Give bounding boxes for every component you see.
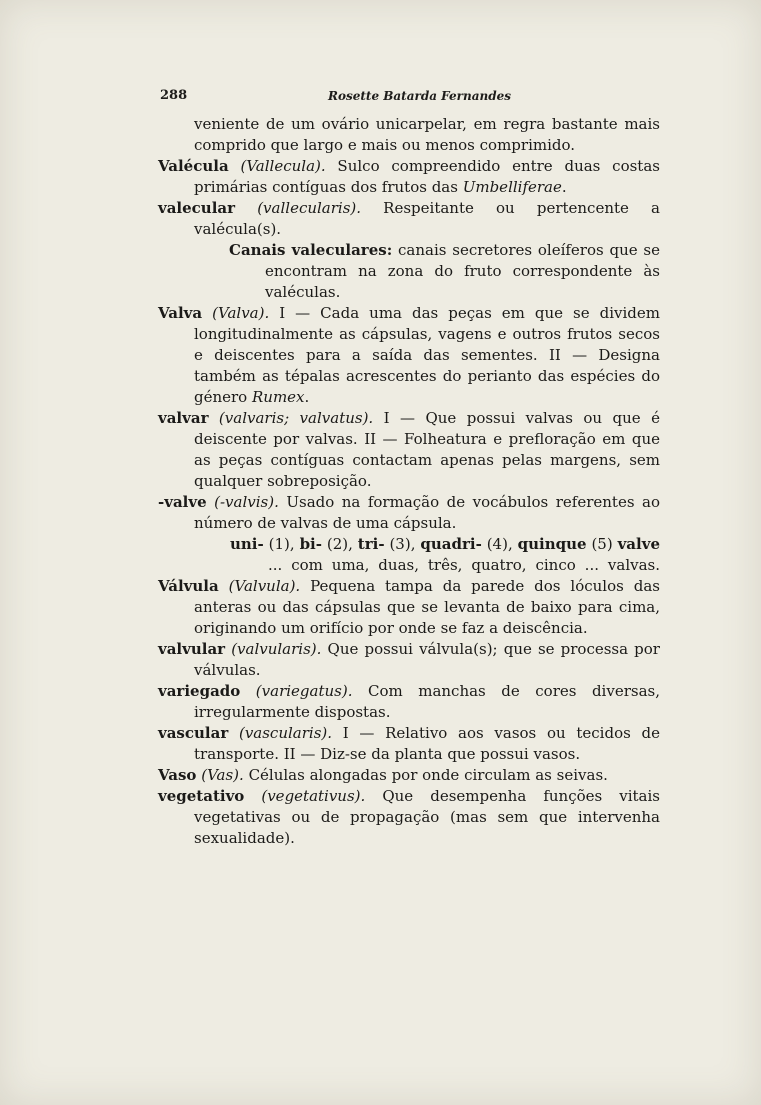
- page-number: 288: [160, 88, 188, 103]
- entry-text: I — Relativo aos vasos ou tecidos de transporte. II — Diz-se da planta que possui vasos.: [194, 724, 660, 763]
- entry-text: canais secretores oleíferos que se encontram na zona do fruto correspondente às valéculas.: [265, 241, 660, 301]
- prefix-tri: tri-: [357, 535, 385, 553]
- entry-valecula: [158, 156, 660, 198]
- entry-term: vegetativo: [158, 787, 245, 805]
- entry-latin: (valvaris; valvatus).: [218, 409, 374, 427]
- entry-term: valvar: [158, 409, 209, 427]
- entry-text: Pequena tampa da parede dos lóculos das anteras ou das cápsulas que se levanta de baixo para cima, originando um orifício por onde se faz a deiscência.: [194, 577, 660, 637]
- suffix-valve: valve: [617, 535, 660, 553]
- entry-term: vascular: [158, 724, 229, 742]
- entry-term: Vaso: [158, 766, 197, 784]
- prefix-uni: uni-: [230, 535, 264, 553]
- count-3: (3),: [384, 535, 421, 553]
- prefix-quinque: quinque: [517, 535, 587, 553]
- entry-term: Canais valeculares:: [229, 241, 393, 259]
- entry-valvular: [158, 639, 660, 681]
- entry-term: Válvula: [158, 577, 219, 595]
- entry-text: veniente de um ovário unicarpelar, em regra bastante mais comprido que largo e mais ou menos comprimido.: [194, 115, 660, 154]
- entry-text: Respeitante ou pertencente a valécula(s).: [194, 199, 660, 238]
- entry-term: Valva: [158, 304, 203, 322]
- entry-text: ... com uma, duas, três, quatro, cinco ... valvas.: [268, 556, 660, 574]
- entry-term: variegado: [158, 682, 241, 700]
- count-1: (1),: [263, 535, 300, 553]
- entry-text-end: .: [561, 178, 567, 196]
- entry-latin: (vegetativus).: [261, 787, 366, 805]
- entry-valve: [158, 492, 660, 534]
- entry-text: Sulco compreendido entre duas costas primárias contíguas dos frutos das: [194, 157, 660, 196]
- count-2: (2),: [321, 535, 358, 553]
- entry-latin: (vallecularis).: [257, 199, 362, 217]
- entry-term: valecular: [158, 199, 236, 217]
- entry-latin: (Vas).: [201, 766, 244, 784]
- entry-valvula: [158, 576, 660, 639]
- prefix-bi: bi-: [299, 535, 322, 553]
- running-head: Rosette Batarda Fernandes: [328, 89, 511, 103]
- entry-text: I — Cada uma das peças em que se dividem longitudinalmente as cápsulas, vagens e outros frutos secos e deiscentes para a saída das sementes. II — Designa também as tépalas acrescentes do perianto das espécies do género: [194, 304, 660, 406]
- entry-valecular: [158, 198, 660, 240]
- entry-latin: (Vallecula).: [240, 157, 326, 175]
- entry-continuation: [158, 114, 660, 156]
- entry-valvar: [158, 408, 660, 492]
- entry-text-end: .: [304, 388, 310, 406]
- entry-text: Que desempenha funções vitais vegetativas ou de propagação (mas sem que intervenha sexualidade).: [194, 787, 660, 847]
- entry-taxon: Umbelliferae: [462, 178, 562, 196]
- entry-text: Que possui válvula(s); que se processa por válvulas.: [194, 640, 660, 679]
- entry-vaso: [158, 765, 660, 786]
- entry-text: Células alongadas por onde circulam as seivas.: [243, 766, 608, 784]
- count-5: (5): [586, 535, 618, 553]
- entry-latin: (-valvis).: [214, 493, 279, 511]
- entry-valva: [158, 303, 660, 408]
- entry-canais-valeculares: [158, 240, 660, 303]
- entry-term: Valécula: [158, 157, 229, 175]
- glossary-text: [158, 114, 660, 849]
- page-header: [160, 88, 660, 108]
- entry-latin: (Valva).: [212, 304, 270, 322]
- entry-term: -valve: [158, 493, 207, 511]
- entry-text: Usado na formação de vocábulos referentes ao número de valvas de uma cápsula.: [194, 493, 660, 532]
- entry-latin: (valvularis).: [231, 640, 322, 658]
- entry-text: Com manchas de cores diversas, irregularmente dispostas.: [194, 682, 660, 721]
- entry-latin: (Valvula).: [228, 577, 301, 595]
- count-4: (4),: [481, 535, 518, 553]
- entry-variegado: [158, 681, 660, 723]
- entry-latin: (variegatus).: [255, 682, 353, 700]
- entry-vegetativo: [158, 786, 660, 849]
- entry-latin: (vascularis).: [238, 724, 333, 742]
- entry-valve-combinations: [158, 534, 660, 576]
- entry-text: I — Que possui valvas ou que é deiscente por valvas. II — Folheatura e prefloração em que as peças contíguas contactam apenas pelas margens, sem qualquer sobreposição.: [194, 409, 660, 490]
- prefix-quadri: quadri-: [420, 535, 482, 553]
- entry-vascular: [158, 723, 660, 765]
- entry-term: valvular: [158, 640, 226, 658]
- entry-taxon: Rumex: [252, 388, 305, 406]
